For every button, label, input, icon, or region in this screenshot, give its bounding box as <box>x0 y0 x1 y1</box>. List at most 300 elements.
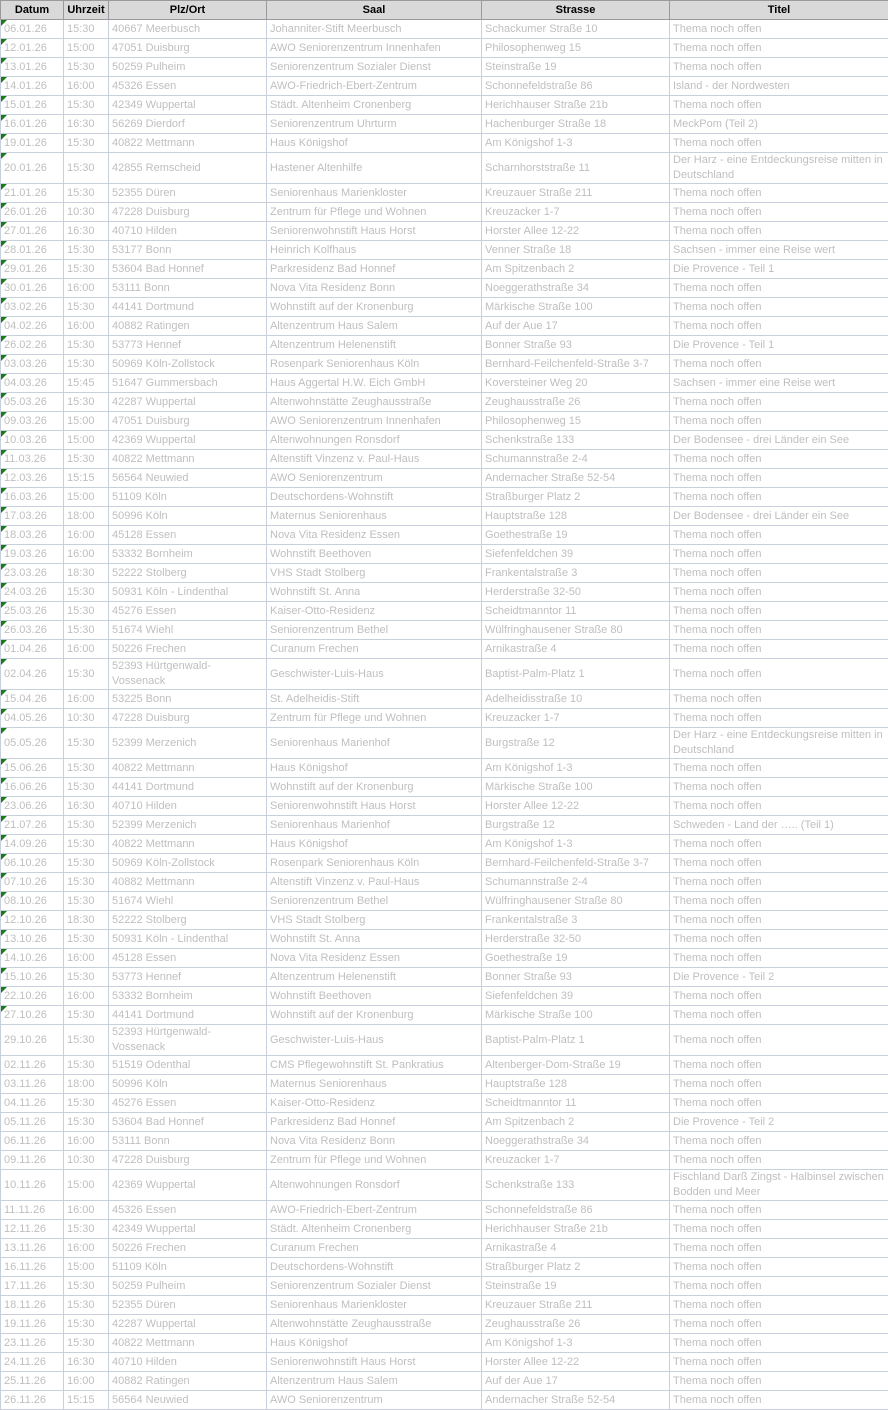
table-row <box>1 1258 888 1277</box>
table-row <box>1 949 888 968</box>
cell-saal: Zentrum für Pflege und Wohnen <box>267 203 482 222</box>
cell-strasse: Schenkstraße 133 <box>482 1170 670 1201</box>
cell-datum <box>1 1094 64 1113</box>
table-row <box>1 115 888 134</box>
cell-saal: AWO-Friedrich-Ebert-Zentrum <box>267 1201 482 1220</box>
cell-strasse: Noeggerathstraße 34 <box>482 279 670 298</box>
cell-uhrzeit: 16:00 <box>64 279 109 298</box>
cell-strasse: Schackumer Straße 10 <box>482 20 670 39</box>
table-row <box>1 96 888 115</box>
cell-titel: Thema noch offen <box>670 602 888 621</box>
cell-titel: Thema noch offen <box>670 203 888 222</box>
cell-uhrzeit: 15:30 <box>64 1094 109 1113</box>
cell-text: 18.03.26 <box>4 529 47 541</box>
cell-saal: Altenzentrum Helenenstift <box>267 336 482 355</box>
table-row <box>1 659 888 690</box>
cell-saal: Nova Vita Residenz Essen <box>267 526 482 545</box>
cell-strasse: Herichhauser Straße 21b <box>482 1220 670 1239</box>
comment-marker-icon <box>1 20 7 26</box>
cell-uhrzeit: 16:00 <box>64 526 109 545</box>
cell-text: 07.10.26 <box>4 876 47 888</box>
cell-saal: Seniorenhaus Marienkloster <box>267 184 482 203</box>
cell-text: 25.11.26 <box>4 1375 46 1387</box>
cell-datum <box>1 488 64 507</box>
cell-strasse: Steinstraße 19 <box>482 1277 670 1296</box>
comment-marker-icon <box>1 911 7 917</box>
cell-titel: Thema noch offen <box>670 1006 888 1025</box>
comment-marker-icon <box>1 431 7 437</box>
table-row <box>1 1391 888 1410</box>
cell-uhrzeit: 15:30 <box>64 1006 109 1025</box>
cell-strasse: Altenberger-Dom-Straße 19 <box>482 1056 670 1075</box>
table-row <box>1 602 888 621</box>
cell-plz-ort: 42855 Remscheid <box>109 153 267 184</box>
col-header-titel: Titel <box>670 1 888 20</box>
cell-datum <box>1 1151 64 1170</box>
cell-uhrzeit: 15:30 <box>64 393 109 412</box>
cell-text: 24.03.26 <box>4 586 47 598</box>
cell-saal: AWO Seniorenzentrum Innenhafen <box>267 39 482 58</box>
cell-uhrzeit: 15:15 <box>64 469 109 488</box>
comment-marker-icon <box>1 77 7 83</box>
comment-marker-icon <box>1 279 7 285</box>
cell-uhrzeit: 10:30 <box>64 1151 109 1170</box>
table-row <box>1 1296 888 1315</box>
cell-datum <box>1 621 64 640</box>
table-row <box>1 1151 888 1170</box>
cell-datum <box>1 153 64 184</box>
cell-plz-ort: 45326 Essen <box>109 1201 267 1220</box>
cell-strasse: Koversteiner Weg 20 <box>482 374 670 393</box>
cell-strasse: Noeggerathstraße 34 <box>482 1132 670 1151</box>
cell-strasse: Siefenfeldchen 39 <box>482 987 670 1006</box>
cell-plz-ort: 51519 Odenthal <box>109 1056 267 1075</box>
cell-datum <box>1 1277 64 1296</box>
cell-text: 12.03.26 <box>4 472 47 484</box>
cell-strasse: Horster Allee 12-22 <box>482 222 670 241</box>
cell-plz-ort: 56564 Neuwied <box>109 1391 267 1410</box>
comment-marker-icon <box>1 583 7 589</box>
cell-titel: Thema noch offen <box>670 709 888 728</box>
cell-uhrzeit: 15:30 <box>64 355 109 374</box>
cell-datum <box>1 690 64 709</box>
table-row <box>1 412 888 431</box>
table-row <box>1 153 888 184</box>
cell-uhrzeit: 16:00 <box>64 545 109 564</box>
cell-saal: Maternus Seniorenhaus <box>267 507 482 526</box>
cell-saal: Altenwohnungen Ronsdorf <box>267 1170 482 1201</box>
cell-strasse: Märkische Straße 100 <box>482 778 670 797</box>
cell-datum <box>1 260 64 279</box>
cell-strasse: Venner Straße 18 <box>482 241 670 260</box>
cell-saal: Altenwohnstätte Zeughausstraße <box>267 1315 482 1334</box>
cell-text: 05.03.26 <box>4 396 47 408</box>
cell-plz-ort: 45128 Essen <box>109 949 267 968</box>
cell-uhrzeit: 15:30 <box>64 241 109 260</box>
cell-strasse: Herderstraße 32-50 <box>482 583 670 602</box>
comment-marker-icon <box>1 241 7 247</box>
cell-datum <box>1 336 64 355</box>
cell-plz-ort: 44141 Dortmund <box>109 778 267 797</box>
cell-plz-ort: 56564 Neuwied <box>109 469 267 488</box>
cell-datum <box>1 873 64 892</box>
cell-plz-ort: 52222 Stolberg <box>109 911 267 930</box>
cell-saal: VHS Stadt Stolberg <box>267 564 482 583</box>
cell-strasse: Schumannstraße 2-4 <box>482 450 670 469</box>
cell-uhrzeit: 16:00 <box>64 690 109 709</box>
table-row <box>1 507 888 526</box>
comment-marker-icon <box>1 134 7 140</box>
cell-titel: Thema noch offen <box>670 564 888 583</box>
comment-marker-icon <box>1 115 7 121</box>
cell-text: 15.06.26 <box>4 762 47 774</box>
comment-marker-icon <box>1 393 7 399</box>
cell-datum <box>1 20 64 39</box>
table-row <box>1 241 888 260</box>
comment-marker-icon <box>1 58 7 64</box>
table-row <box>1 778 888 797</box>
cell-text: 01.04.26 <box>4 643 47 655</box>
cell-strasse: Kreuzauer Straße 211 <box>482 1296 670 1315</box>
table-row <box>1 298 888 317</box>
table-row <box>1 58 888 77</box>
table-row <box>1 1113 888 1132</box>
cell-titel: Thema noch offen <box>670 1277 888 1296</box>
cell-plz-ort: 45276 Essen <box>109 1094 267 1113</box>
comment-marker-icon <box>1 96 7 102</box>
cell-titel: Island - der Nordwesten <box>670 77 888 96</box>
cell-text: 14.09.26 <box>4 838 47 850</box>
cell-uhrzeit: 16:00 <box>64 77 109 96</box>
comment-marker-icon <box>1 469 7 475</box>
cell-datum <box>1 892 64 911</box>
cell-uhrzeit: 15:30 <box>64 621 109 640</box>
cell-text: 09.03.26 <box>4 415 47 427</box>
cell-uhrzeit: 16:30 <box>64 797 109 816</box>
cell-text: 19.01.26 <box>4 137 47 149</box>
cell-uhrzeit: 15:30 <box>64 816 109 835</box>
cell-titel: Thema noch offen <box>670 949 888 968</box>
table-row <box>1 1006 888 1025</box>
table-row <box>1 854 888 873</box>
cell-uhrzeit: 15:30 <box>64 930 109 949</box>
cell-titel: Thema noch offen <box>670 412 888 431</box>
cell-saal: Altenwohnstätte Zeughausstraße <box>267 393 482 412</box>
cell-datum <box>1 96 64 115</box>
cell-saal: Seniorenzentrum Sozialer Dienst <box>267 58 482 77</box>
cell-datum <box>1 778 64 797</box>
cell-text: 11.11.26 <box>4 1204 45 1216</box>
cell-strasse: Scheidtmanntor 11 <box>482 602 670 621</box>
cell-text: 13.01.26 <box>4 61 47 73</box>
cell-plz-ort: 53773 Hennef <box>109 336 267 355</box>
cell-titel: Die Provence - Teil 1 <box>670 260 888 279</box>
cell-datum <box>1 39 64 58</box>
cell-plz-ort: 53111 Bonn <box>109 1132 267 1151</box>
table-row <box>1 873 888 892</box>
comment-marker-icon <box>1 298 7 304</box>
comment-marker-icon <box>1 39 7 45</box>
cell-saal: Parkresidenz Bad Honnef <box>267 260 482 279</box>
cell-uhrzeit: 15:30 <box>64 728 109 759</box>
cell-saal: Geschwister-Luis-Haus <box>267 1025 482 1056</box>
cell-plz-ort: 40710 Hilden <box>109 797 267 816</box>
cell-titel: Thema noch offen <box>670 317 888 336</box>
cell-plz-ort: 53332 Bornheim <box>109 545 267 564</box>
cell-uhrzeit: 16:30 <box>64 222 109 241</box>
comment-marker-icon <box>1 659 7 665</box>
table-row <box>1 728 888 759</box>
table-row <box>1 1315 888 1334</box>
table-row <box>1 134 888 153</box>
cell-saal: AWO Seniorenzentrum Innenhafen <box>267 412 482 431</box>
col-header-plz-ort: Plz/Ort <box>109 1 267 20</box>
cell-saal: Seniorenwohnstift Haus Horst <box>267 222 482 241</box>
cell-uhrzeit: 15:30 <box>64 873 109 892</box>
comment-marker-icon <box>1 260 7 266</box>
table-row <box>1 583 888 602</box>
cell-uhrzeit: 15:30 <box>64 1113 109 1132</box>
cell-text: 16.11.26 <box>4 1261 46 1273</box>
cell-strasse: Horster Allee 12-22 <box>482 797 670 816</box>
comment-marker-icon <box>1 374 7 380</box>
comment-marker-icon <box>1 854 7 860</box>
cell-datum <box>1 1296 64 1315</box>
cell-uhrzeit: 16:00 <box>64 1372 109 1391</box>
cell-strasse: Märkische Straße 100 <box>482 298 670 317</box>
cell-text: 08.10.26 <box>4 895 47 907</box>
cell-strasse: Adelheidisstraße 10 <box>482 690 670 709</box>
cell-saal: Maternus Seniorenhaus <box>267 1075 482 1094</box>
cell-strasse: Goethestraße 19 <box>482 949 670 968</box>
cell-titel: Thema noch offen <box>670 911 888 930</box>
cell-text: 29.01.26 <box>4 263 47 275</box>
cell-datum <box>1 134 64 153</box>
table-row <box>1 1353 888 1372</box>
cell-datum <box>1 1315 64 1334</box>
cell-text: 03.11.26 <box>4 1078 46 1090</box>
cell-strasse: Arnikastraße 4 <box>482 1239 670 1258</box>
cell-strasse: Hauptstraße 128 <box>482 1075 670 1094</box>
cell-saal: Altenwohnungen Ronsdorf <box>267 431 482 450</box>
cell-strasse: Auf der Aue 17 <box>482 317 670 336</box>
cell-saal: Wohnstift auf der Kronenburg <box>267 778 482 797</box>
cell-datum <box>1 393 64 412</box>
cell-saal: Parkresidenz Bad Honnef <box>267 1113 482 1132</box>
cell-uhrzeit: 16:00 <box>64 949 109 968</box>
cell-titel: Thema noch offen <box>670 1201 888 1220</box>
cell-titel: Thema noch offen <box>670 20 888 39</box>
cell-titel: Thema noch offen <box>670 1075 888 1094</box>
cell-saal: Nova Vita Residenz Bonn <box>267 1132 482 1151</box>
cell-plz-ort: 52399 Merzenich <box>109 728 267 759</box>
cell-saal: Curanum Frechen <box>267 640 482 659</box>
cell-saal: CMS Pflegewohnstift St. Pankratius <box>267 1056 482 1075</box>
cell-saal: Seniorenwohnstift Haus Horst <box>267 797 482 816</box>
table-row <box>1 77 888 96</box>
cell-saal: VHS Stadt Stolberg <box>267 911 482 930</box>
cell-saal: Hastener Altenhilfe <box>267 153 482 184</box>
col-header-saal: Saal <box>267 1 482 20</box>
cell-datum <box>1 507 64 526</box>
table-row <box>1 1277 888 1296</box>
cell-uhrzeit: 15:30 <box>64 1025 109 1056</box>
comment-marker-icon <box>1 412 7 418</box>
cell-strasse: Schumannstraße 2-4 <box>482 873 670 892</box>
cell-plz-ort: 51109 Köln <box>109 1258 267 1277</box>
comment-marker-icon <box>1 1006 7 1012</box>
cell-strasse: Horster Allee 12-22 <box>482 1353 670 1372</box>
cell-titel: Thema noch offen <box>670 1025 888 1056</box>
cell-datum <box>1 431 64 450</box>
cell-plz-ort: 40822 Mettmann <box>109 1334 267 1353</box>
cell-text: 12.01.26 <box>4 42 47 54</box>
cell-plz-ort: 42349 Wuppertal <box>109 1220 267 1239</box>
table-row <box>1 222 888 241</box>
table-row <box>1 564 888 583</box>
cell-strasse: Scharnhorststraße 11 <box>482 153 670 184</box>
comment-marker-icon <box>1 507 7 513</box>
cell-strasse: Goethestraße 19 <box>482 526 670 545</box>
cell-text: 26.11.26 <box>4 1394 46 1406</box>
cell-uhrzeit: 15:30 <box>64 1277 109 1296</box>
header-row <box>1 1 888 20</box>
cell-uhrzeit: 15:15 <box>64 1391 109 1410</box>
cell-strasse: Steinstraße 19 <box>482 58 670 77</box>
cell-uhrzeit: 15:30 <box>64 134 109 153</box>
cell-strasse: Frankentalstraße 3 <box>482 911 670 930</box>
cell-plz-ort: 47228 Duisburg <box>109 709 267 728</box>
cell-uhrzeit: 10:30 <box>64 709 109 728</box>
cell-saal: Haus Königshof <box>267 759 482 778</box>
cell-plz-ort: 52355 Düren <box>109 1296 267 1315</box>
cell-plz-ort: 42349 Wuppertal <box>109 96 267 115</box>
cell-datum <box>1 1075 64 1094</box>
comment-marker-icon <box>1 759 7 765</box>
cell-text: 26.03.26 <box>4 624 47 636</box>
cell-plz-ort: 50969 Köln-Zollstock <box>109 355 267 374</box>
cell-text: 04.02.26 <box>4 320 47 332</box>
cell-strasse: Zeughausstraße 26 <box>482 393 670 412</box>
col-header-strasse: Strasse <box>482 1 670 20</box>
cell-uhrzeit: 15:30 <box>64 602 109 621</box>
cell-saal: Rosenpark Seniorenhaus Köln <box>267 854 482 873</box>
cell-plz-ort: 50259 Pulheim <box>109 58 267 77</box>
cell-text: 09.11.26 <box>4 1154 46 1166</box>
cell-text: 12.10.26 <box>4 914 47 926</box>
cell-uhrzeit: 15:30 <box>64 153 109 184</box>
cell-saal: Haus Königshof <box>267 835 482 854</box>
cell-uhrzeit: 15:30 <box>64 184 109 203</box>
cell-strasse: Straßburger Platz 2 <box>482 488 670 507</box>
cell-uhrzeit: 10:30 <box>64 203 109 222</box>
cell-uhrzeit: 16:00 <box>64 317 109 336</box>
cell-saal: Kaiser-Otto-Residenz <box>267 602 482 621</box>
cell-plz-ort: 47051 Duisburg <box>109 412 267 431</box>
cell-uhrzeit: 15:30 <box>64 854 109 873</box>
cell-plz-ort: 47228 Duisburg <box>109 1151 267 1170</box>
cell-text: 12.11.26 <box>4 1223 46 1235</box>
cell-datum <box>1 1391 64 1410</box>
cell-text: 29.10.26 <box>4 1034 47 1046</box>
cell-titel: Schweden - Land der ….. (Teil 1) <box>670 816 888 835</box>
cell-strasse: Schonnefeldstraße 86 <box>482 1201 670 1220</box>
cell-saal: Altenzentrum Helenenstift <box>267 968 482 987</box>
cell-plz-ort: 40822 Mettmann <box>109 835 267 854</box>
cell-text: 03.03.26 <box>4 358 47 370</box>
cell-uhrzeit: 15:00 <box>64 431 109 450</box>
table-row <box>1 317 888 336</box>
cell-uhrzeit: 16:00 <box>64 1201 109 1220</box>
cell-saal: Heinrich Kolfhaus <box>267 241 482 260</box>
table-row <box>1 526 888 545</box>
cell-plz-ort: 40667 Meerbusch <box>109 20 267 39</box>
cell-strasse: Zeughausstraße 26 <box>482 1315 670 1334</box>
cell-plz-ort: 52355 Düren <box>109 184 267 203</box>
cell-datum <box>1 1353 64 1372</box>
cell-datum <box>1 1258 64 1277</box>
comment-marker-icon <box>1 949 7 955</box>
cell-plz-ort: 50931 Köln - Lindenthal <box>109 930 267 949</box>
cell-strasse: Burgstraße 12 <box>482 816 670 835</box>
cell-datum <box>1 1056 64 1075</box>
cell-titel: Thema noch offen <box>670 1239 888 1258</box>
cell-datum <box>1 949 64 968</box>
cell-uhrzeit: 15:30 <box>64 336 109 355</box>
table-row <box>1 640 888 659</box>
cell-datum <box>1 1372 64 1391</box>
cell-datum <box>1 659 64 690</box>
cell-saal: AWO Seniorenzentrum <box>267 1391 482 1410</box>
table-row <box>1 621 888 640</box>
cell-text: 06.01.26 <box>4 23 47 35</box>
cell-datum <box>1 911 64 930</box>
table-body <box>1 20 888 1410</box>
cell-titel: Der Harz - eine Entdeckungsreise mitten in Deutschland <box>670 728 888 759</box>
comment-marker-icon <box>1 545 7 551</box>
cell-text: 13.11.26 <box>4 1242 46 1254</box>
comment-marker-icon <box>1 621 7 627</box>
cell-plz-ort: 42287 Wuppertal <box>109 1315 267 1334</box>
cell-plz-ort: 50931 Köln - Lindenthal <box>109 583 267 602</box>
table-row <box>1 355 888 374</box>
cell-datum <box>1 58 64 77</box>
cell-datum <box>1 1334 64 1353</box>
cell-strasse: Wülfringhausener Straße 80 <box>482 621 670 640</box>
cell-titel: Thema noch offen <box>670 778 888 797</box>
cell-uhrzeit: 15:30 <box>64 58 109 77</box>
cell-titel: Thema noch offen <box>670 469 888 488</box>
cell-datum <box>1 816 64 835</box>
table-row <box>1 816 888 835</box>
cell-saal: Nova Vita Residenz Bonn <box>267 279 482 298</box>
cell-uhrzeit: 18:30 <box>64 911 109 930</box>
cell-titel: Thema noch offen <box>670 1220 888 1239</box>
cell-saal: Seniorenzentrum Sozialer Dienst <box>267 1277 482 1296</box>
cell-uhrzeit: 15:30 <box>64 298 109 317</box>
cell-saal: Seniorenhaus Marienhof <box>267 728 482 759</box>
cell-text: 30.01.26 <box>4 282 47 294</box>
comment-marker-icon <box>1 728 7 734</box>
cell-datum <box>1 1239 64 1258</box>
cell-datum <box>1 526 64 545</box>
cell-datum <box>1 640 64 659</box>
cell-plz-ort: 53773 Hennef <box>109 968 267 987</box>
cell-plz-ort: 44141 Dortmund <box>109 1006 267 1025</box>
cell-text: 16.01.26 <box>4 118 47 130</box>
cell-plz-ort: 45128 Essen <box>109 526 267 545</box>
comment-marker-icon <box>1 797 7 803</box>
